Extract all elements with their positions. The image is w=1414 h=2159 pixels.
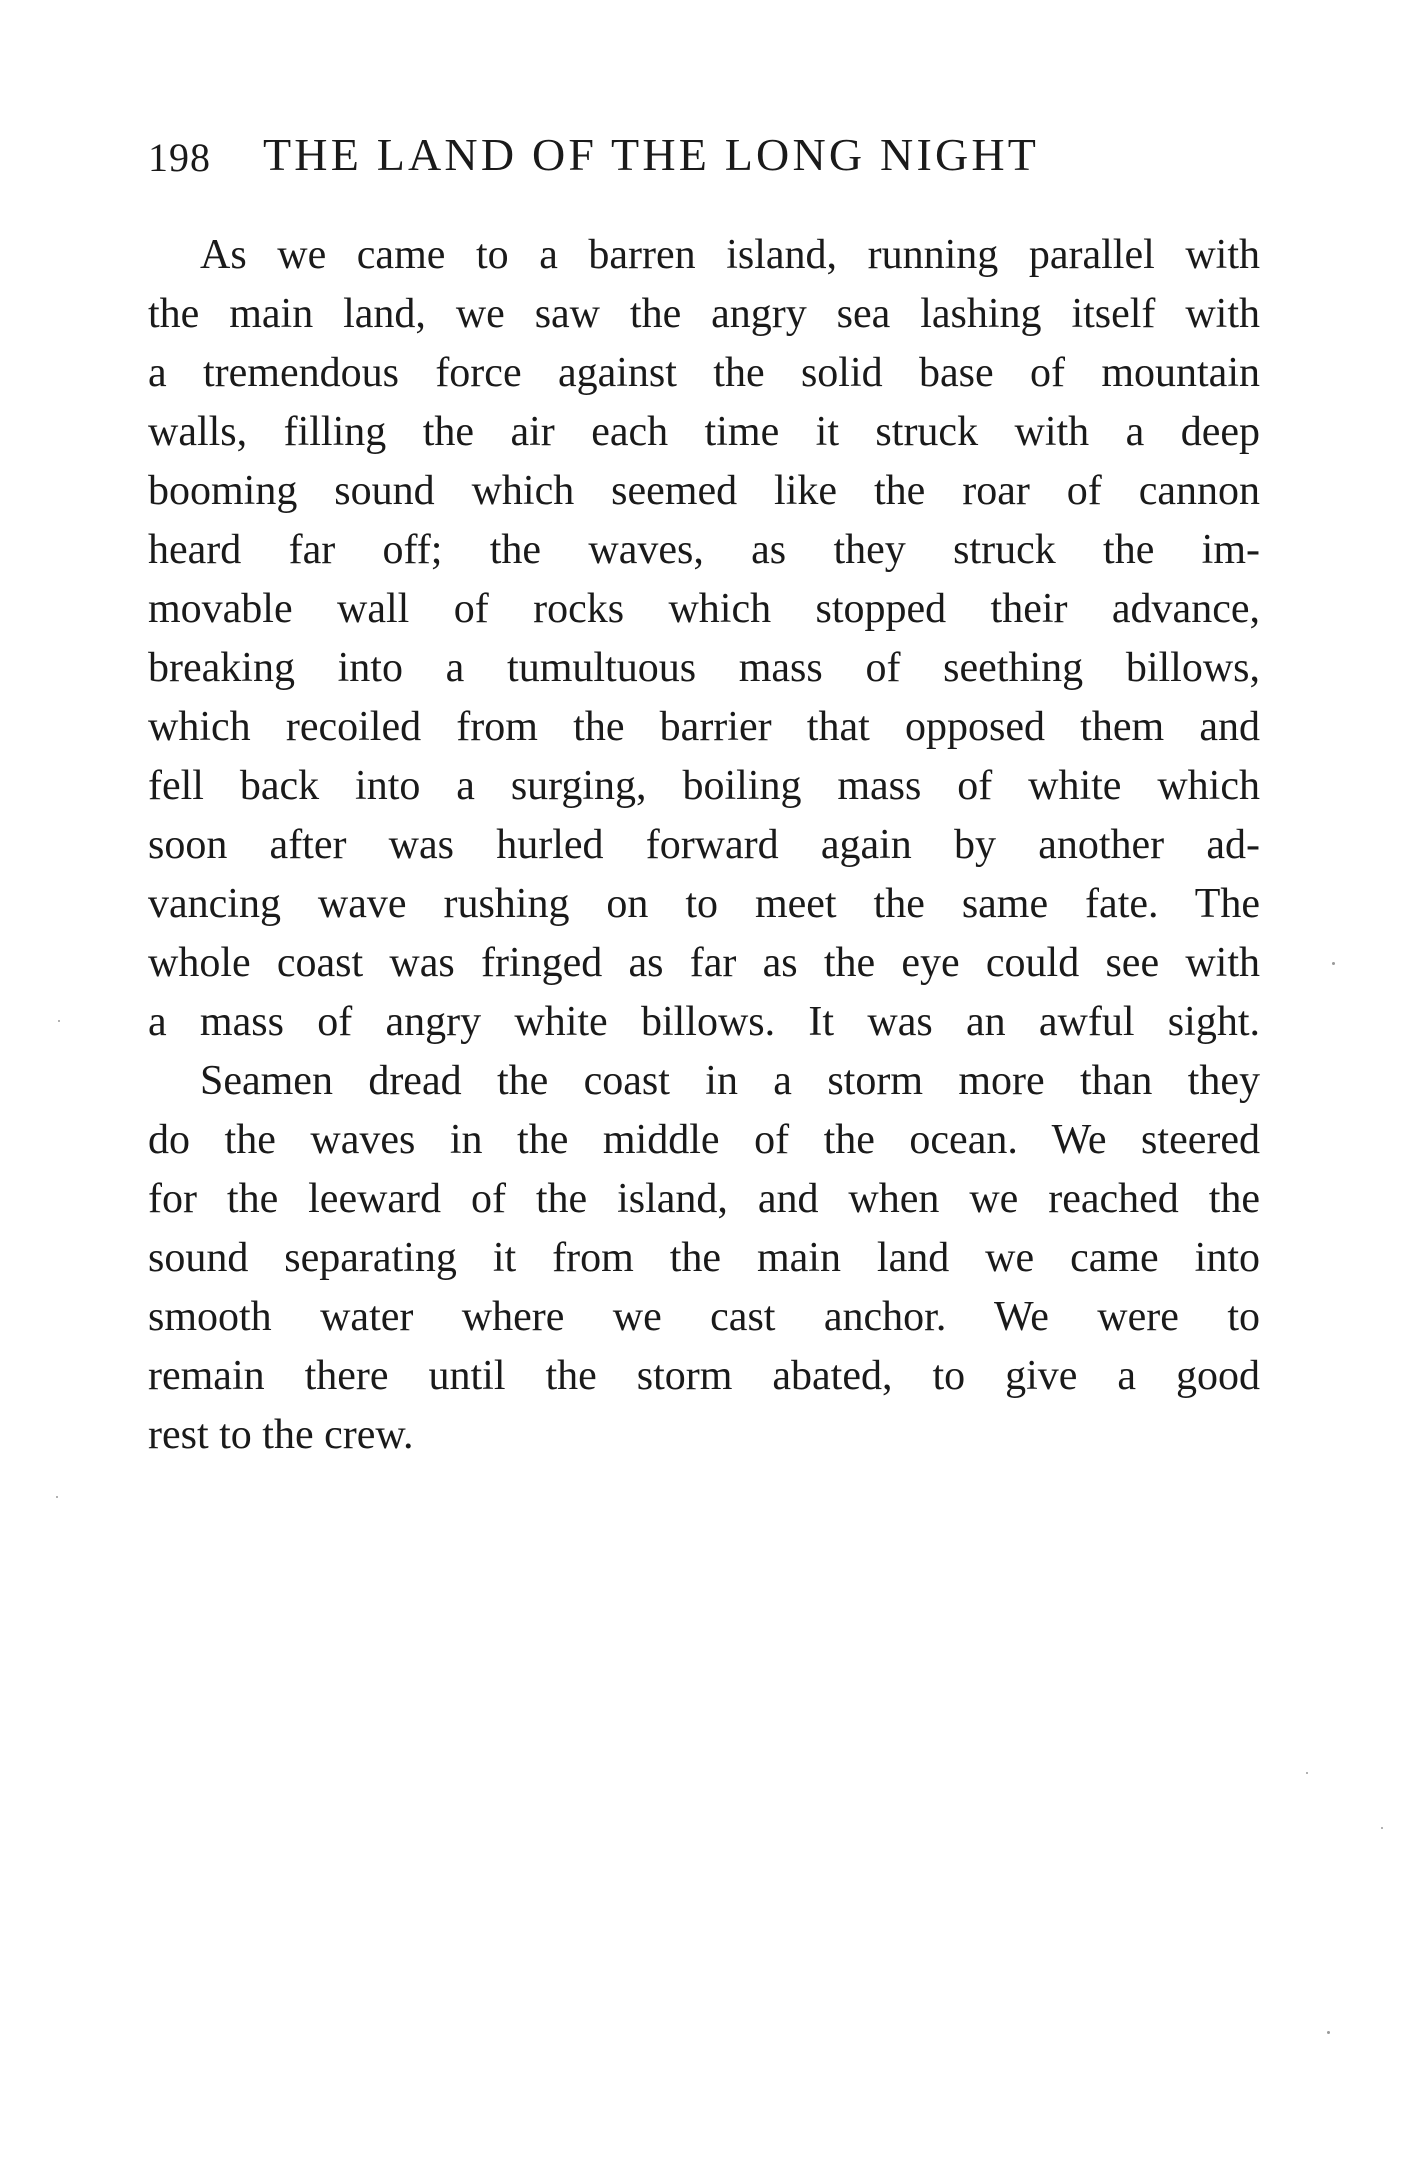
- text-line: Seamen dread the coast in a storm more than they: [200, 1058, 1260, 1104]
- text-line: soon after was hurled forward again by another ad-: [148, 822, 1260, 868]
- text-line: the main land, we saw the angry sea lashing itself with: [148, 291, 1260, 337]
- text-line: heard far off; the waves, as they struck the im-: [148, 527, 1260, 573]
- text-line: vancing wave rushing on to meet the same fate. The: [148, 881, 1260, 927]
- running-title: THE LAND OF THE LONG NIGHT: [263, 129, 1040, 180]
- text-line: which recoiled from the barrier that opposed them and: [148, 704, 1260, 750]
- text-line: walls, filling the air each time it struck with a deep: [148, 409, 1260, 455]
- scan-speck: [1332, 962, 1335, 965]
- scan-speck: [1327, 2031, 1330, 2034]
- body-text: [148, 226, 1260, 1465]
- running-head: [148, 128, 1260, 188]
- text-line: a mass of angry white billows. It was an awful sight.: [148, 999, 1260, 1045]
- text-line: whole coast was fringed as far as the eye could see with: [148, 940, 1260, 986]
- text-line: sound separating it from the main land we came into: [148, 1235, 1260, 1281]
- paragraph-2: [148, 1052, 1260, 1465]
- text-line: breaking into a tumultuous mass of seething billows,: [148, 645, 1260, 691]
- scan-speck: [58, 1020, 60, 1022]
- scan-speck: [56, 1496, 58, 1498]
- text-line: for the leeward of the island, and when we reached the: [148, 1176, 1260, 1222]
- text-line: rest to the crew.: [148, 1412, 414, 1458]
- text-line: movable wall of rocks which stopped their advance,: [148, 586, 1260, 632]
- text-line: smooth water where we cast anchor. We were to: [148, 1294, 1260, 1340]
- text-line: booming sound which seemed like the roar of cannon: [148, 468, 1260, 514]
- paragraph-1: [148, 226, 1260, 1052]
- text-line: do the waves in the middle of the ocean. We steered: [148, 1117, 1260, 1163]
- text-line: remain there until the storm abated, to give a good: [148, 1353, 1260, 1399]
- scan-speck: [1306, 1772, 1308, 1774]
- text-line: As we came to a barren island, running parallel with: [200, 232, 1260, 278]
- page-number: 198: [148, 135, 211, 180]
- text-line: fell back into a surging, boiling mass of white which: [148, 763, 1260, 809]
- scan-speck: [1381, 1827, 1383, 1829]
- text-line: a tremendous force against the solid base of mountain: [148, 350, 1260, 396]
